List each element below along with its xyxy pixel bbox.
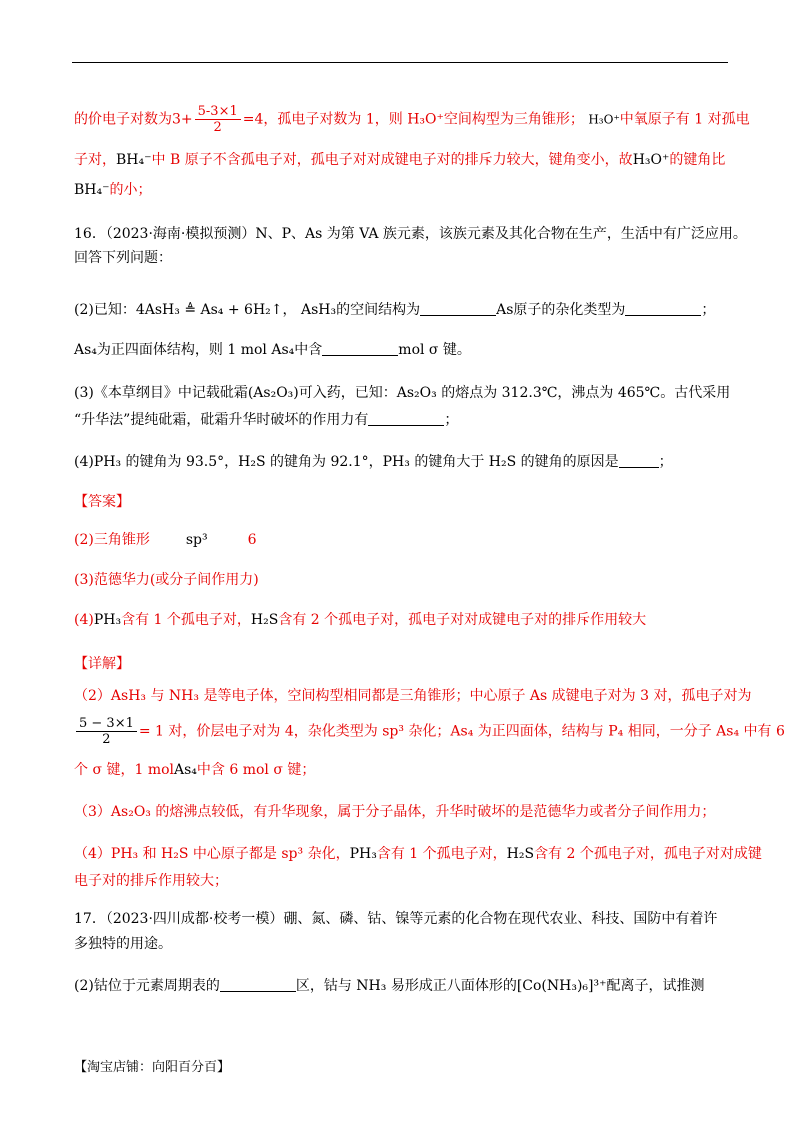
formula: sp³: [185, 532, 208, 548]
fraction-denominator: 2: [195, 119, 241, 135]
formula: As₄: [271, 342, 295, 358]
detail-part-2b: [74, 716, 785, 747]
text-span: 6: [247, 532, 257, 548]
answer-blank[interactable]: [619, 453, 659, 468]
answer-part-4: [74, 610, 646, 630]
text-span: mol σ 键。: [398, 342, 471, 358]
answer-title: 【答案】: [74, 494, 130, 510]
formula: H₃O⁺: [588, 112, 620, 127]
text-span: 子对，: [74, 152, 116, 168]
text-span: (4)PH₃ 的键角为 93.5°，H₂S 的键角为 92.1°，PH₃ 的键角大于 H₂S 的键角的原因是: [74, 454, 619, 470]
text-span: (2)钴位于元素周期表的: [74, 978, 220, 994]
answer-blank[interactable]: [322, 341, 398, 356]
header-rule: [72, 62, 728, 63]
question-16-part-3b: [74, 410, 458, 430]
text-span: 的小；: [109, 182, 152, 198]
formula: AsH₃: [300, 302, 337, 318]
fraction-numerator: 5-3×1: [197, 104, 238, 119]
answer-blank[interactable]: [625, 301, 701, 316]
formula: H₃O⁺: [632, 152, 670, 168]
answer-part-2: [74, 530, 257, 550]
text-span: (2)已知：: [74, 302, 136, 318]
question-16-part-2b: [74, 340, 471, 360]
text-span: ；: [444, 412, 459, 428]
question-17-heading-2: 多独特的用途。: [74, 936, 172, 952]
question-16-part-2: [74, 300, 715, 320]
formula: PH₃: [349, 846, 377, 862]
formula: As: [496, 302, 514, 318]
formula: H₂S: [506, 846, 535, 862]
text-span: 中 B 原子不含孤电子对，孤电子对对成键电子对的排斥力较大，键角变小，故: [151, 152, 633, 168]
text-span: 个 σ 键，1 mol: [74, 762, 174, 778]
text-span: 含有 1 个孤电子对，: [376, 846, 507, 862]
question-16-heading-2: 回答下列问题：: [74, 250, 172, 266]
text-span: (4): [74, 612, 94, 628]
text-span: 含有 1 个孤电子对，: [121, 612, 251, 628]
fraction-denominator: 2: [76, 731, 137, 747]
text-span: =4，孤电子对数为 1，则 H₃O⁺空间构型为三角锥形；: [242, 111, 584, 128]
answer-blank[interactable]: [220, 977, 296, 992]
detail-part-2c: [74, 760, 315, 780]
text-span: 中含 6 mol σ 键；: [196, 762, 316, 778]
question-17-heading: 17．（2023·四川成都·校考一模）硼、氮、磷、钴、镍等元素的化合物在现代农业、科技、国防中有着许: [74, 911, 718, 927]
fraction: [195, 104, 241, 135]
text-span: 配离子，试推测: [606, 978, 705, 994]
detail-part-3: （3）As₂O₃ 的熔沸点较低，有升华现象，属于分子晶体，升华时破坏的是范德华力或者分子间作用力；: [74, 804, 716, 820]
question-17-part-2: [74, 976, 705, 996]
text-span: 含有 2 个孤电子对，孤电子对对成键电子对的排斥作用较大: [278, 612, 647, 628]
formula: BH₄⁻: [116, 152, 152, 168]
text-span: （4）PH₃ 和 H₂S 中心原子都是 sp³ 杂化，: [74, 846, 350, 862]
answer-blank[interactable]: [368, 411, 444, 426]
formula: BH₄⁻: [74, 182, 110, 198]
detail-title: 【详解】: [74, 656, 130, 672]
detail-part-2: （2）AsH₃ 与 NH₃ 是等电子体，空间构型相同都是三角锥形；中心原子 As 成键电子对为 3 对，孤电子对为: [74, 688, 752, 704]
explanation-line-2: [74, 150, 725, 170]
text-span: 中氧原子有 1 对孤电: [619, 111, 750, 128]
text-span: 的空间结构为: [336, 302, 421, 318]
text-span: “升华法”提纯砒霜，砒霜升华时破坏的作用力有: [74, 412, 369, 428]
formula: PH₃: [93, 612, 122, 628]
text-span: 3+: [172, 111, 193, 128]
text-span: 的键角比: [669, 152, 726, 168]
text-span: 含有 2 个孤电子对，孤电子对对成键: [534, 846, 762, 862]
footer-shop-label: 【淘宝店铺：向阳百分百】: [74, 1060, 231, 1075]
formula: As₄: [174, 762, 197, 778]
question-16-heading: 16．（2023·海南·模拟预测）N、P、As 为第 VA 族元素，该族元素及其化合物在生产，生活中有广泛应用。: [74, 226, 747, 242]
text-span: (2)三角锥形: [74, 532, 150, 548]
fraction: [76, 716, 137, 747]
text-span: ；: [658, 454, 673, 470]
chemical-equation: 4AsH₃ ≜ As₄ + 6H₂↑，: [135, 302, 297, 318]
answer-part-3: (3)范德华力(或分子间作用力): [74, 572, 259, 588]
answer-blank[interactable]: [420, 301, 496, 316]
detail-part-4: [74, 844, 762, 864]
fraction-numerator: 5 − 3×1: [79, 716, 134, 731]
detail-part-4b: 电子对的排斥作用较大；: [74, 873, 228, 889]
question-16-part-4: [74, 452, 673, 472]
complex-ion-formula: [Co(NH₃)₆]³⁺: [516, 978, 607, 994]
text-span: ；: [701, 302, 716, 318]
text-span: 区，钴与 NH₃ 易形成正八面体形的: [295, 978, 517, 994]
explanation-line-3: [74, 180, 152, 200]
explanation-line-1: [74, 104, 750, 135]
formula: As₄: [74, 342, 97, 358]
text-span: 为正四面体结构，则 1 mol: [96, 342, 267, 358]
text-span: 的价电子对数为: [74, 111, 172, 128]
question-16-part-3: (3)《本草纲目》中记载砒霜(As₂O₃)可入药，已知：As₂O₃ 的熔点为 312.3℃，沸点为 465℃。古代采用: [74, 385, 731, 401]
text-span: 原子的杂化类型为: [513, 302, 626, 318]
formula: H₂S: [250, 612, 279, 628]
text-span: 中含: [294, 342, 323, 358]
text-span: = 1 对，价层电子对为 4，杂化类型为 sp³ 杂化；As₄ 为正四面体，结构与 P₄ 相同，一分子 As₄ 中有 6: [138, 723, 785, 740]
